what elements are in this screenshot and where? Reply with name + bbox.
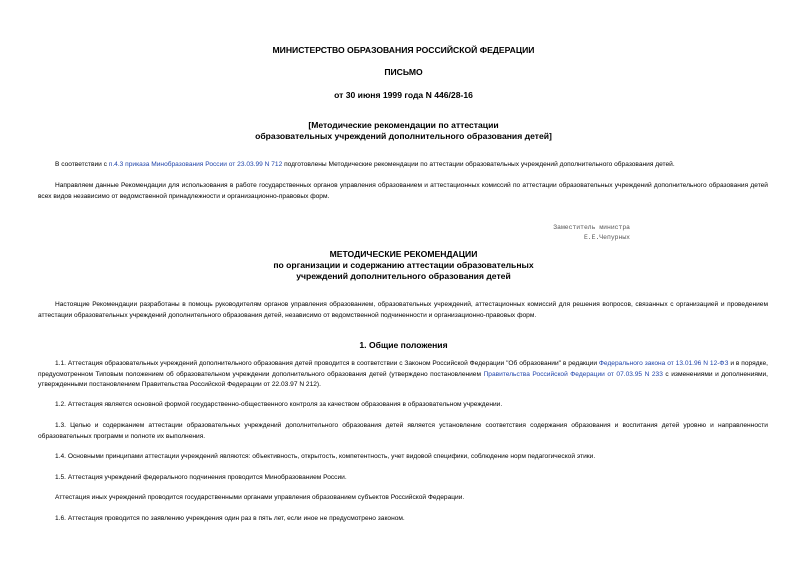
document-subject-line2: образовательных учреждений дополнительного образования детей]	[255, 131, 552, 141]
recommendations-subtitle-line1: по организации и содержанию аттестации образовательных	[273, 260, 534, 270]
clause-1-6: 1.6. Аттестация проводится по заявлению учреждения один раз в пять лет, если иное не предусмотрено законом.	[55, 515, 405, 522]
document-date-number: от 30 июня 1999 года N 446/28-16	[334, 90, 473, 100]
clause-1-2: 1.2. Аттестация является основной формой государственно-общественного контроля за качеством образования в образовательном учреждении.	[55, 401, 503, 408]
recommendations-intro: Настоящие Рекомендации разработаны в помощь руководителям органов управления образованием, образовательных учреждений, аттестационных комиссий для решения вопросов, связанных с организацией и проведением аттестации образовательных учреждений дополнительного образования детей, независимо от ведомственной подчиненности и организационно-правовых форм.	[38, 301, 768, 319]
letter-paragraph-1: В соответствии с п.4.3 приказа Минобразования России от 23.03.99 N 712 подготовлены Методические рекомендации по аттестации образовательных учреждений дополнительного образования детей.	[55, 161, 675, 168]
federal-law-12fz-link[interactable]: Федерального закона от 13.01.96 N 12-ФЗ	[598, 360, 729, 367]
document-subject-line1: [Методические рекомендации по аттестации	[308, 120, 499, 130]
document-type: ПИСЬМО	[384, 67, 423, 77]
ministry-title: МИНИСТЕРСТВО ОБРАЗОВАНИЯ РОССИЙСКОЙ ФЕДЕРАЦИИ	[272, 45, 535, 55]
letter-paragraph-2: Направляем данные Рекомендации для использования в работе государственных органов управления образованием и аттестационных комиссий по аттестации образовательных учреждений дополнительного образования детей всех видов независимо от ведомственной принадлежности и организационно-правовых форм.	[38, 182, 768, 200]
section-1-heading: 1. Общие положения	[359, 340, 448, 350]
government-decree-233-link[interactable]: Правительства Российской Федерации от 07.03.95 N 233	[483, 370, 663, 378]
recommendations-subtitle-line2: учреждений дополнительного образования детей	[296, 271, 511, 281]
signature-name: Е.Е.Чепурных	[583, 234, 630, 241]
signature-position: Заместитель министра	[553, 224, 630, 231]
clause-1-4: 1.4. Основными принципами аттестации учреждений являются: объективность, открытость, компетентность, учет видовой специфики, соблюдение норм педагогической этики.	[55, 453, 596, 460]
clause-1-3: 1.3. Целью и содержанием аттестации образовательных учреждений дополнительного образования детей является установление соответствия содержания образования и воспитания детей уровню и направленности образовательных программ и полноте их выполнения.	[38, 422, 768, 440]
recommendations-title: МЕТОДИЧЕСКИЕ РЕКОМЕНДАЦИИ	[329, 249, 478, 259]
clause-1-5: 1.5. Аттестация учреждений федерального подчинения проводится Минобразованием России.	[55, 474, 347, 481]
clause-1-1: 1.1. Аттестация образовательных учреждений дополнительного образования детей проводится в соответствии с Законом Российской Федерации "Об образовании" в редакции Федерального закона от 13.01.96 N 12-ФЗ и в порядке, предусмотренном Типовым положением об образовательном учреждении дополнительного образования детей (утверждено постановлением Правительства Российской Федерации от 07.03.95 N 233 с изменениями и дополнениями, утвержденными постановлением Правительства Российской Федерации от 22.03.97 N 212).	[38, 360, 769, 388]
order-712-link[interactable]: п.4.3 приказа Минобразования России от 23.03.99 N 712	[108, 161, 283, 168]
clause-1-5-continued: Аттестация иных учреждений проводится государственными органами управления образованием субъектов Российской Федерации.	[55, 494, 465, 501]
